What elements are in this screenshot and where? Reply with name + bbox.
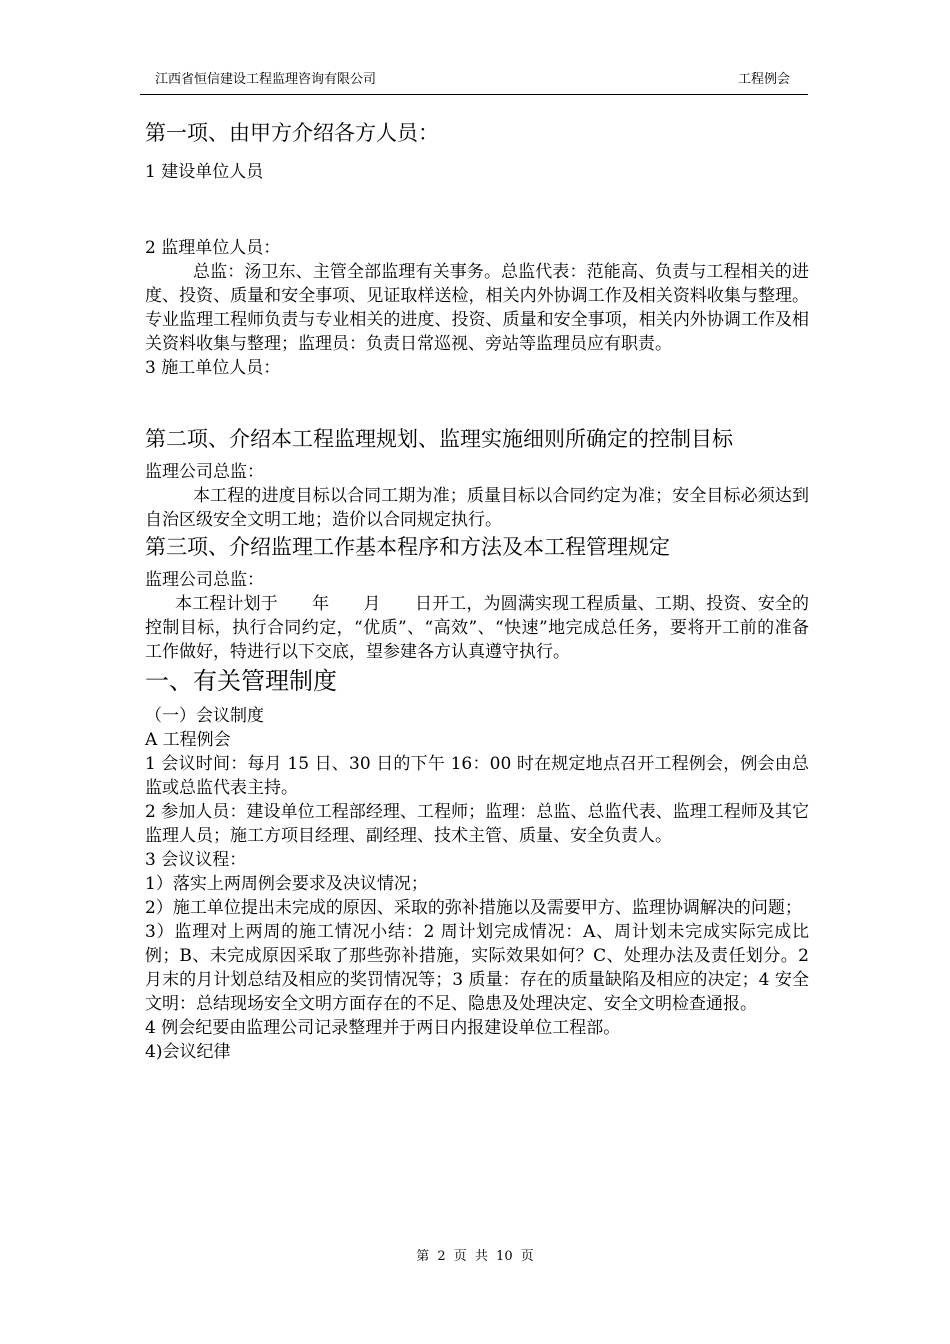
section-3-speaker: 监理公司总监： — [145, 570, 264, 590]
weekly-meeting-item-2: 2 参加人员：建设单位工程部经理、工程师；监理：总监、总监代表、监理工程师及其它监理人员；施工方项目经理、副经理、技术主管、质量、安全负责人。 — [145, 802, 809, 846]
section-3-title: 第三项、介绍监理工作基本程序和方法及本工程管理规定 — [145, 535, 670, 559]
agenda-item-1: 1）落实上两周例会要求及决议情况； — [145, 874, 428, 894]
document-body — [145, 118, 809, 1064]
section-3-body: 本工程计划于 年 月 日开工，为圆满实现工程质量、工期、投资、安全的控制目标，执行合同约定，“优质”、“高效”、“快速”地完成总任务，要将开工前的准备工作做好，特进行以下交底，望参建各方认真遵守执行。 — [145, 594, 809, 662]
weekly-meeting-item-1: 1 会议时间：每月 15 日、30 日的下午 16：00 时在规定地点召开工程例会，例会由总监或总监代表主持。 — [145, 754, 809, 798]
header-company: 江西省恒信建设工程监理咨询有限公司 — [155, 72, 377, 87]
management-title: 一、有关管理制度 — [145, 667, 337, 695]
section-1-title: 第一项、由甲方介绍各方人员： — [145, 121, 439, 145]
section-1-item-1: 1 建设单位人员 — [145, 162, 264, 182]
weekly-meeting-title: A 工程例会 — [145, 730, 231, 750]
section-1-item-3: 3 施工单位人员： — [145, 358, 281, 378]
section-1-item-2-body: 总监：汤卫东、主管全部监理有关事务。总监代表：范能高、负责与工程相关的进度、投资、质量和安全事项、见证取样送检，相关内外协调工作及相关资料收集与整理。专业监理工程师负责与专业相关的进度、投资、质量和安全事项，相关内外协调工作及相关资料收集与整理；监理员：负责日常巡视、旁站等监理员应有职责。 — [145, 262, 809, 354]
weekly-meeting-item-3: 3 会议议程： — [145, 850, 247, 870]
weekly-meeting-item-4: 4 例会纪要由监理公司记录整理并于两日内报建设单位工程部。 — [145, 1018, 621, 1038]
page-footer: 第 2 页 共 10 页 — [416, 1249, 534, 1264]
agenda-item-3: 3）监理对上两周的施工情况小结：2 周计划完成情况：A、周计划未完成实际完成比例；B、未完成原因采取了那些弥补措施，实际效果如何？C、处理办法及责任划分。2 月末的月计划总结及相应的奖罚情况等；3 质量：存在的质量缺陷及相应的决定；4 安全文明：总结现场安全文明方面存在的不足、隐患及处理决定、安全文明检查通报。 — [145, 922, 809, 1014]
section-2-title: 第二项、介绍本工程监理规划、监理实施细则所确定的控制目标 — [145, 427, 733, 451]
agenda-item-2: 2）施工单位提出未完成的原因、采取的弥补措施以及需要甲方、监理协调解决的问题； — [145, 898, 802, 918]
section-2-body: 本工程的进度目标以合同工期为准；质量目标以合同约定为准；安全目标必须达到自治区级安全文明工地；造价以合同规定执行。 — [145, 486, 809, 530]
header-doc-title: 工程例会 — [738, 72, 791, 87]
section-2-speaker: 监理公司总监： — [145, 462, 264, 482]
section-1-item-2: 2 监理单位人员： — [145, 238, 281, 258]
header-divider — [140, 94, 808, 95]
meeting-system-title: （一）会议制度 — [145, 706, 264, 726]
meeting-discipline: 4)会议纪律 — [145, 1042, 231, 1062]
